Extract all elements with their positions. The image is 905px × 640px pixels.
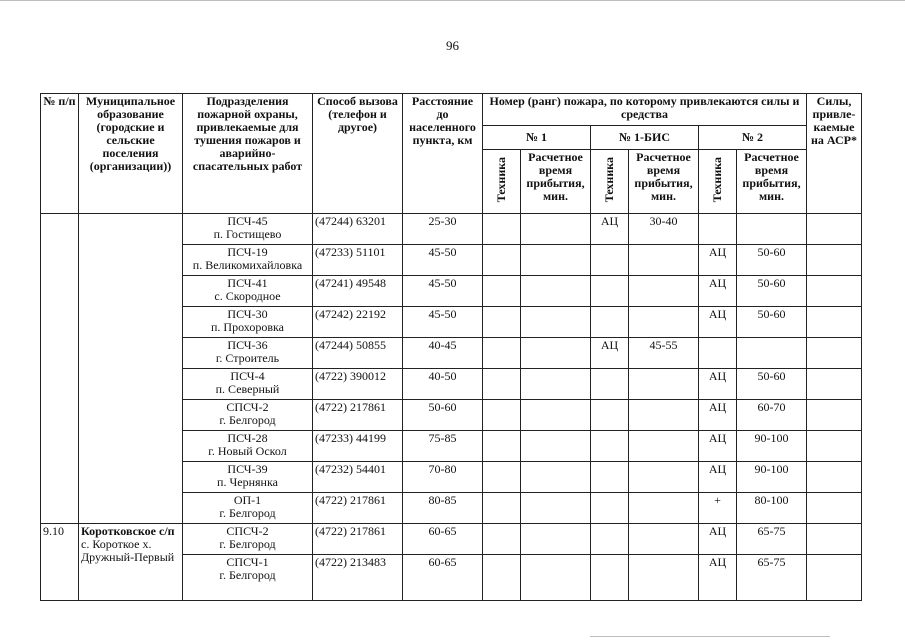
unit-name: ПСЧ-41 xyxy=(227,276,268,290)
asr-cell xyxy=(807,462,862,493)
asr-cell xyxy=(807,369,862,400)
phone-cell: (4722) 217861 xyxy=(313,524,403,555)
unit-cell xyxy=(183,431,313,462)
rank1-equipment-cell xyxy=(483,307,521,338)
rank1bis-equipment-cell xyxy=(591,555,629,601)
unit-location: г. Белгород xyxy=(219,568,276,582)
asr-cell xyxy=(807,493,862,524)
rank1bis-arrival-cell xyxy=(629,307,699,338)
rank1-arrival-cell xyxy=(521,276,591,307)
rank2-arrival-cell: 60-70 xyxy=(737,400,807,431)
unit-name: ПСЧ-19 xyxy=(227,245,268,259)
municipality-cell xyxy=(79,524,183,601)
rank1-equipment-cell xyxy=(483,555,521,601)
rank2-equipment-cell xyxy=(699,338,737,369)
rank2-arrival-cell: 50-60 xyxy=(737,307,807,338)
table-row xyxy=(41,524,862,555)
asr-cell xyxy=(807,338,862,369)
asr-cell xyxy=(807,555,862,601)
rank1bis-equipment-cell xyxy=(591,307,629,338)
rank1bis-equipment-cell xyxy=(591,493,629,524)
phone-cell: (47244) 63201 xyxy=(313,214,403,245)
rank1-arrival-cell xyxy=(521,431,591,462)
asr-cell xyxy=(807,214,862,245)
rank1-arrival-cell xyxy=(521,214,591,245)
unit-name: ПСЧ-28 xyxy=(227,431,268,445)
unit-name: ПСЧ-45 xyxy=(227,214,268,228)
rank1-arrival-cell xyxy=(521,338,591,369)
header-call-method: Способ вызова (телефон и другое) xyxy=(313,94,403,214)
municipality-settlements: с. Короткое х. Дружный-Первый xyxy=(81,537,175,564)
rank1-arrival-cell xyxy=(521,524,591,555)
unit-location: г. Строитель xyxy=(215,351,280,365)
rank1bis-arrival-cell xyxy=(629,276,699,307)
scan-edge-line xyxy=(590,636,830,637)
rank1-equipment-cell xyxy=(483,524,521,555)
rank1-equipment-cell xyxy=(483,214,521,245)
unit-location: г. Белгород xyxy=(219,537,276,551)
rank1-equipment-cell xyxy=(483,431,521,462)
rank1bis-arrival-cell: 30-40 xyxy=(629,214,699,245)
distance-cell: 50-60 xyxy=(403,400,483,431)
row-number-cell: 9.10 xyxy=(41,524,79,601)
unit-cell xyxy=(183,400,313,431)
rank1-arrival-cell xyxy=(521,400,591,431)
unit-cell xyxy=(183,214,313,245)
rank2-equipment-cell xyxy=(699,214,737,245)
rank2-equipment-cell: + xyxy=(699,493,737,524)
distance-cell: 75-85 xyxy=(403,431,483,462)
rank1bis-equipment-cell xyxy=(591,369,629,400)
unit-location: п. Великомихайловка xyxy=(192,258,303,272)
distance-cell: 80-85 xyxy=(403,493,483,524)
header-rank-2: № 2 xyxy=(699,126,807,150)
header-asr: Силы, привле-каемые на АСР* xyxy=(807,94,862,214)
rank1bis-arrival-cell xyxy=(629,400,699,431)
rank2-equipment-cell: АЦ xyxy=(699,245,737,276)
header-equipment-1: Техника xyxy=(483,150,521,214)
rank2-arrival-cell: 90-100 xyxy=(737,431,807,462)
table-row xyxy=(41,214,862,245)
rank2-equipment-cell: АЦ xyxy=(699,462,737,493)
header-equipment-1bis: Техника xyxy=(591,150,629,214)
asr-cell xyxy=(807,400,862,431)
rank2-equipment-cell: АЦ xyxy=(699,524,737,555)
header-equipment-2: Техника xyxy=(699,150,737,214)
unit-cell xyxy=(183,555,313,601)
scan-edge-line xyxy=(0,0,905,1)
unit-location: п. Северный xyxy=(215,382,280,396)
rank1bis-arrival-cell xyxy=(629,462,699,493)
unit-name: СПСЧ-2 xyxy=(226,400,269,414)
unit-location: г. Новый Оскол xyxy=(208,444,287,458)
rank1bis-equipment-cell: АЦ xyxy=(591,338,629,369)
phone-cell: (4722) 390012 xyxy=(313,369,403,400)
rank2-arrival-cell: 80-100 xyxy=(737,493,807,524)
rank1-equipment-cell xyxy=(483,369,521,400)
header-fire-rank: Номер (ранг) пожара, по которому привлекаются силы и средства xyxy=(483,94,807,126)
rank1bis-arrival-cell xyxy=(629,245,699,276)
unit-location: с. Скородное xyxy=(214,289,281,303)
rank1bis-arrival-cell xyxy=(629,555,699,601)
rank2-arrival-cell: 90-100 xyxy=(737,462,807,493)
rank1bis-arrival-cell xyxy=(629,493,699,524)
rank2-arrival-cell: 50-60 xyxy=(737,276,807,307)
asr-cell xyxy=(807,245,862,276)
phone-cell: (4722) 217861 xyxy=(313,493,403,524)
distance-cell: 60-65 xyxy=(403,524,483,555)
rank1-arrival-cell xyxy=(521,245,591,276)
row-number-cell xyxy=(41,214,79,524)
unit-location: п. Прохоровка xyxy=(211,320,284,334)
rank1bis-arrival-cell xyxy=(629,369,699,400)
rank2-arrival-cell: 65-75 xyxy=(737,524,807,555)
rank1-equipment-cell xyxy=(483,276,521,307)
rank2-arrival-cell: 50-60 xyxy=(737,369,807,400)
rank2-arrival-cell xyxy=(737,338,807,369)
phone-cell: (47242) 22192 xyxy=(313,307,403,338)
unit-name: ПСЧ-39 xyxy=(227,462,268,476)
distance-cell: 40-45 xyxy=(403,338,483,369)
rank1bis-equipment-cell xyxy=(591,462,629,493)
unit-name: ПСЧ-30 xyxy=(227,307,268,321)
rank2-equipment-cell: АЦ xyxy=(699,369,737,400)
distance-cell: 25-30 xyxy=(403,214,483,245)
header-units: Подразделения пожарной охраны, привлекаемые для тушения пожаров и аварийно-спасательных работ xyxy=(183,94,313,214)
rank2-arrival-cell xyxy=(737,214,807,245)
phone-cell: (47241) 49548 xyxy=(313,276,403,307)
rank1bis-equipment-cell xyxy=(591,400,629,431)
rank2-equipment-cell: АЦ xyxy=(699,431,737,462)
header-rank-1: № 1 xyxy=(483,126,591,150)
rank1bis-equipment-cell xyxy=(591,245,629,276)
rank1bis-equipment-cell xyxy=(591,276,629,307)
municipality-name: Коротковское с/п xyxy=(81,524,175,538)
distance-cell: 45-50 xyxy=(403,276,483,307)
header-arrival-1: Расчетное время прибытия, мин. xyxy=(521,150,591,214)
rank1bis-arrival-cell: 45-55 xyxy=(629,338,699,369)
unit-cell xyxy=(183,369,313,400)
unit-cell xyxy=(183,462,313,493)
asr-cell xyxy=(807,431,862,462)
rank1-arrival-cell xyxy=(521,307,591,338)
rank1bis-equipment-cell: АЦ xyxy=(591,214,629,245)
rank1-equipment-cell xyxy=(483,493,521,524)
asr-cell xyxy=(807,524,862,555)
rank2-equipment-cell: АЦ xyxy=(699,555,737,601)
unit-name: СПСЧ-1 xyxy=(226,555,269,569)
unit-cell xyxy=(183,338,313,369)
unit-name: СПСЧ-2 xyxy=(226,524,269,538)
municipality-cell xyxy=(79,214,183,524)
rank1bis-arrival-cell xyxy=(629,524,699,555)
unit-cell xyxy=(183,524,313,555)
distance-cell: 60-65 xyxy=(403,555,483,601)
unit-cell xyxy=(183,245,313,276)
unit-cell xyxy=(183,307,313,338)
phone-cell: (47232) 54401 xyxy=(313,462,403,493)
rank1bis-arrival-cell xyxy=(629,431,699,462)
rank1-arrival-cell xyxy=(521,462,591,493)
unit-name: ОП-1 xyxy=(233,493,262,507)
rank1-equipment-cell xyxy=(483,462,521,493)
header-rank-1bis: № 1-БИС xyxy=(591,126,699,150)
rank1-arrival-cell xyxy=(521,493,591,524)
rank1-equipment-cell xyxy=(483,338,521,369)
distance-cell: 45-50 xyxy=(403,245,483,276)
rank2-arrival-cell: 65-75 xyxy=(737,555,807,601)
asr-cell xyxy=(807,307,862,338)
header-municipality: Муниципальное образование (городские и сельские поселения (организации)) xyxy=(79,94,183,214)
unit-location: п. Чернянка xyxy=(217,475,278,489)
phone-cell: (47244) 50855 xyxy=(313,338,403,369)
unit-name: ПСЧ-36 xyxy=(227,338,268,352)
header-arrival-1bis: Расчетное время прибытия, мин. xyxy=(629,150,699,214)
rank1bis-equipment-cell xyxy=(591,524,629,555)
phone-cell: (4722) 217861 xyxy=(313,400,403,431)
distance-cell: 70-80 xyxy=(403,462,483,493)
unit-location: г. Белгород xyxy=(219,413,276,427)
fire-forces-table xyxy=(40,93,862,601)
phone-cell: (4722) 213483 xyxy=(313,555,403,601)
header-distance: Расстояние до населенного пункта, км xyxy=(403,94,483,214)
distance-cell: 40-50 xyxy=(403,369,483,400)
unit-location: п. Гостищево xyxy=(213,227,282,241)
unit-name: ПСЧ-4 xyxy=(230,369,265,383)
asr-cell xyxy=(807,276,862,307)
rank1-equipment-cell xyxy=(483,245,521,276)
rank2-equipment-cell: АЦ xyxy=(699,400,737,431)
unit-cell xyxy=(183,493,313,524)
unit-location: г. Белгород xyxy=(219,506,276,520)
rank1-arrival-cell xyxy=(521,555,591,601)
header-arrival-2: Расчетное время прибытия, мин. xyxy=(737,150,807,214)
phone-cell: (47233) 44199 xyxy=(313,431,403,462)
rank2-arrival-cell: 50-60 xyxy=(737,245,807,276)
phone-cell: (47233) 51101 xyxy=(313,245,403,276)
rank2-equipment-cell: АЦ xyxy=(699,307,737,338)
rank1bis-equipment-cell xyxy=(591,431,629,462)
unit-cell xyxy=(183,276,313,307)
rank2-equipment-cell: АЦ xyxy=(699,276,737,307)
page-number: 96 xyxy=(446,38,459,53)
rank1-arrival-cell xyxy=(521,369,591,400)
header-num: № п/п xyxy=(41,94,79,214)
rank1-equipment-cell xyxy=(483,400,521,431)
distance-cell: 45-50 xyxy=(403,307,483,338)
